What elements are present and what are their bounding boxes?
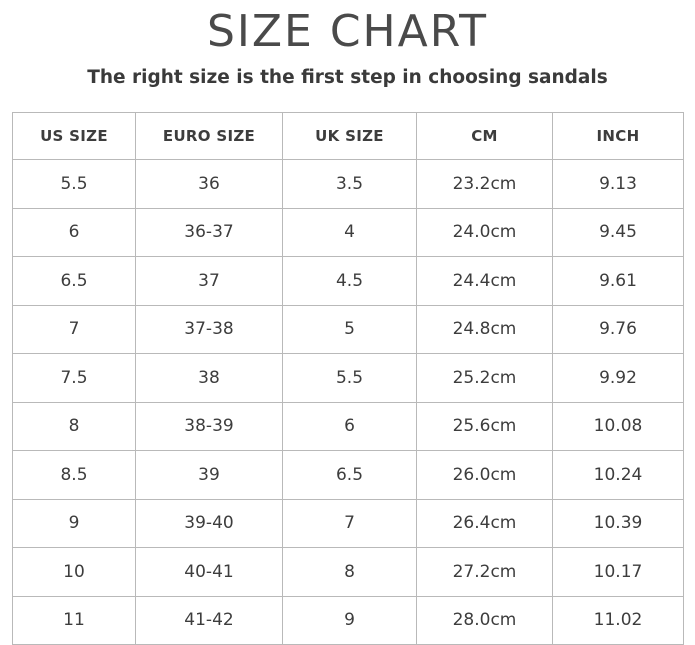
cell-uk-size: 3.5 (283, 160, 417, 209)
size-chart-table (12, 112, 684, 645)
cell-inch: 9.76 (553, 305, 684, 354)
table-header (13, 113, 684, 160)
size-chart-page (0, 6, 695, 631)
cell-euro-size: 39-40 (136, 499, 283, 548)
cell-uk-size: 8 (283, 548, 417, 597)
cell-inch: 9.45 (553, 208, 684, 257)
table-row (13, 499, 684, 548)
table-row (13, 596, 684, 645)
cell-inch: 11.02 (553, 596, 684, 645)
cell-uk-size: 4 (283, 208, 417, 257)
cell-inch: 10.24 (553, 451, 684, 500)
cell-euro-size: 37-38 (136, 305, 283, 354)
cell-cm: 26.0cm (417, 451, 553, 500)
cell-euro-size: 41-42 (136, 596, 283, 645)
cell-euro-size: 40-41 (136, 548, 283, 597)
cell-cm: 24.8cm (417, 305, 553, 354)
table-row (13, 208, 684, 257)
cell-cm: 28.0cm (417, 596, 553, 645)
column-header-uk-size: UK SIZE (283, 113, 417, 160)
cell-uk-size: 6 (283, 402, 417, 451)
column-header-inch: INCH (553, 113, 684, 160)
page-title: SIZE CHART (207, 6, 488, 57)
cell-us-size: 10 (13, 548, 136, 597)
column-header-cm: CM (417, 113, 553, 160)
cell-euro-size: 36 (136, 160, 283, 209)
table-body (13, 160, 684, 645)
cell-euro-size: 36-37 (136, 208, 283, 257)
column-header-euro-size: EURO SIZE (136, 113, 283, 160)
cell-inch: 9.92 (553, 354, 684, 403)
page-subtitle: The right size is the first step in choosing sandals (87, 67, 608, 88)
cell-cm: 26.4cm (417, 499, 553, 548)
cell-euro-size: 38 (136, 354, 283, 403)
table-row (13, 548, 684, 597)
cell-us-size: 6.5 (13, 257, 136, 306)
cell-uk-size: 5.5 (283, 354, 417, 403)
cell-uk-size: 4.5 (283, 257, 417, 306)
cell-us-size: 6 (13, 208, 136, 257)
cell-cm: 24.4cm (417, 257, 553, 306)
cell-uk-size: 7 (283, 499, 417, 548)
table-row (13, 451, 684, 500)
cell-inch: 9.61 (553, 257, 684, 306)
cell-inch: 9.13 (553, 160, 684, 209)
cell-inch: 10.08 (553, 402, 684, 451)
cell-inch: 10.17 (553, 548, 684, 597)
cell-uk-size: 9 (283, 596, 417, 645)
table-row (13, 305, 684, 354)
cell-cm: 25.2cm (417, 354, 553, 403)
cell-cm: 27.2cm (417, 548, 553, 597)
cell-us-size: 5.5 (13, 160, 136, 209)
cell-us-size: 9 (13, 499, 136, 548)
table-row (13, 354, 684, 403)
cell-us-size: 7.5 (13, 354, 136, 403)
size-chart-table-wrapper (12, 112, 683, 645)
table-row (13, 402, 684, 451)
table-row (13, 257, 684, 306)
cell-uk-size: 5 (283, 305, 417, 354)
cell-us-size: 8 (13, 402, 136, 451)
table-row (13, 160, 684, 209)
cell-us-size: 8.5 (13, 451, 136, 500)
cell-euro-size: 39 (136, 451, 283, 500)
cell-cm: 25.6cm (417, 402, 553, 451)
cell-inch: 10.39 (553, 499, 684, 548)
cell-cm: 23.2cm (417, 160, 553, 209)
cell-us-size: 7 (13, 305, 136, 354)
table-header-row (13, 113, 684, 160)
cell-uk-size: 6.5 (283, 451, 417, 500)
cell-cm: 24.0cm (417, 208, 553, 257)
cell-euro-size: 37 (136, 257, 283, 306)
column-header-us-size: US SIZE (13, 113, 136, 160)
cell-euro-size: 38-39 (136, 402, 283, 451)
cell-us-size: 11 (13, 596, 136, 645)
